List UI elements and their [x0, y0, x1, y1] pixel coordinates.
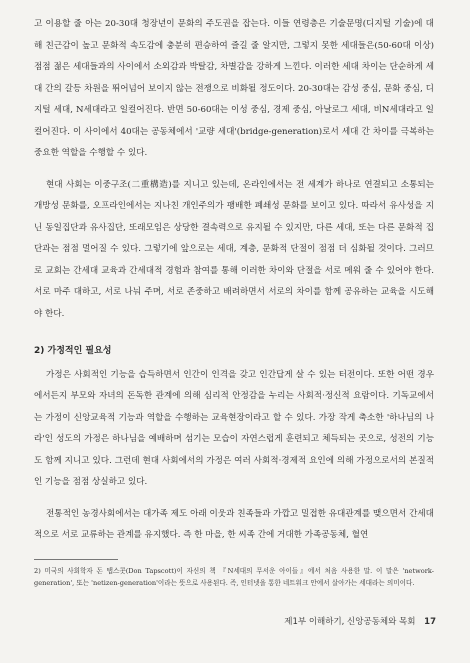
footnote: 2) 미국의 사회학자 돈 탭스콧(Don Tapscott)이 자신의 책 『N세대의 무서운 아이들』에서 처음 사용한 말. 이 말은 'network-generation', 또는 'netizen-generation'이라는 뜻으로 사용된다. 즉, 인터넷을 통한 네트워크 안에서 살아가는 세대라는 의미이다.	[34, 567, 434, 587]
paragraph-3: 가정은 사회적인 기능을 습득하면서 인간이 인격을 갖고 인간답게 살 수 있는 터전이다. 또한 어떤 경우에서든지 부모와 자녀의 돈독한 관계에 의해 심리적 안정감을 누리는 사회적·정신적 요람이다. 기독교에서는 가정이 신앙교육적 기능과 역할을 수행하는 교육현장이라고 할 수 있다. 가장 작게 축소한 '하나님의 나라'인 성도의 가정은 하나님을 예배하며 섬기는 모습이 자연스럽게 훈련되고 체득되는 곳으로, 성전의 기능도 함께 지니고 있다. 그런데 현대 사회에서의 가정은 여러 사회적·경제적 요인에 의해 가정으로서의 본질적인 기능을 점점 상실하고 있다.	[34, 369, 434, 487]
paragraph-1: 고 이용할 줄 아는 20-30대 청장년이 문화의 주도권을 잡는다. 이들 연령층은 기술문명(디지털 기술)에 대해 친근감이 높고 문화적 속도감에 충분히 편승하여 즐길 줄 알지만, 그렇지 못한 세대들은(50-60대 이상) 점점 젊은 세대들과의 사이에서 소외감과 박탈감, 차별감을 강하게 느낀다. 이러한 세대 차이는 단순하게 세대 간의 갈등 차원을 뛰어넘어 보이지 않는 전쟁으로 비화될 정도이다. 20-30대는 감성 중심, 문화 중심, 디지털 세대, N세대라고 일컬어진다. 반면 50-60대는 이성 중심, 경제 중심, 아날로그 세대, 비N세대라고 일컬어진다. 이 사이에서 40대는 공동체에서 '교량 세대'(bridge-generation)로서 세대 간 차이를 극복하는 중요한 역할을 수행할 수 있다.	[34, 19, 434, 158]
page-number: 17	[424, 617, 436, 627]
paragraph-4: 전통적인 농경사회에서는 대가족 제도 아래 이웃과 친족들과 가깝고 밀접한 유대관계를 맺으면서 간세대적으로 서로 교류하는 관계를 유지했다. 즉 한 마을, 한 씨족 간에 거대한 가족공동체, 혈연	[34, 508, 434, 540]
page-footer	[284, 615, 436, 627]
paragraph-2: 현대 사회는 이중구조(二重構造)를 지니고 있는데, 온라인에서는 전 세계가 하나로 연결되고 소통되는 개방성 문화를, 오프라인에서는 지나친 개인주의가 팽배한 폐쇄성 문화를 보이고 있다. 따라서 유사성을 지닌 동일집단과 유사집단, 또래모임은 상당한 결속력으로 유지될 수 있지만, 다른 세대, 또는 다른 문화적 집단과는 점점 멀어질 수 있다. 그렇기에 앞으로는 세대, 계층, 문화적 단절이 점점 더 심화될 것이다. 그러므로 교회는 간세대 교육과 간세대적 경험과 참여를 통해 이러한 차이와 단절을 서로 메워 줄 수 있어야 한다. 서로 마주 대하고, 서로 나눠 주며, 서로 존중하고 배려하면서 서로의 차이를 함께 공유하는 교육을 시도해야 한다.	[34, 179, 434, 319]
body-text	[34, 14, 434, 547]
running-title: 제1부 이해하기, 신앙공동체와 목회	[284, 617, 416, 627]
footnote-divider	[34, 559, 118, 560]
section-heading: 2) 가정적인 필요성	[34, 346, 112, 356]
